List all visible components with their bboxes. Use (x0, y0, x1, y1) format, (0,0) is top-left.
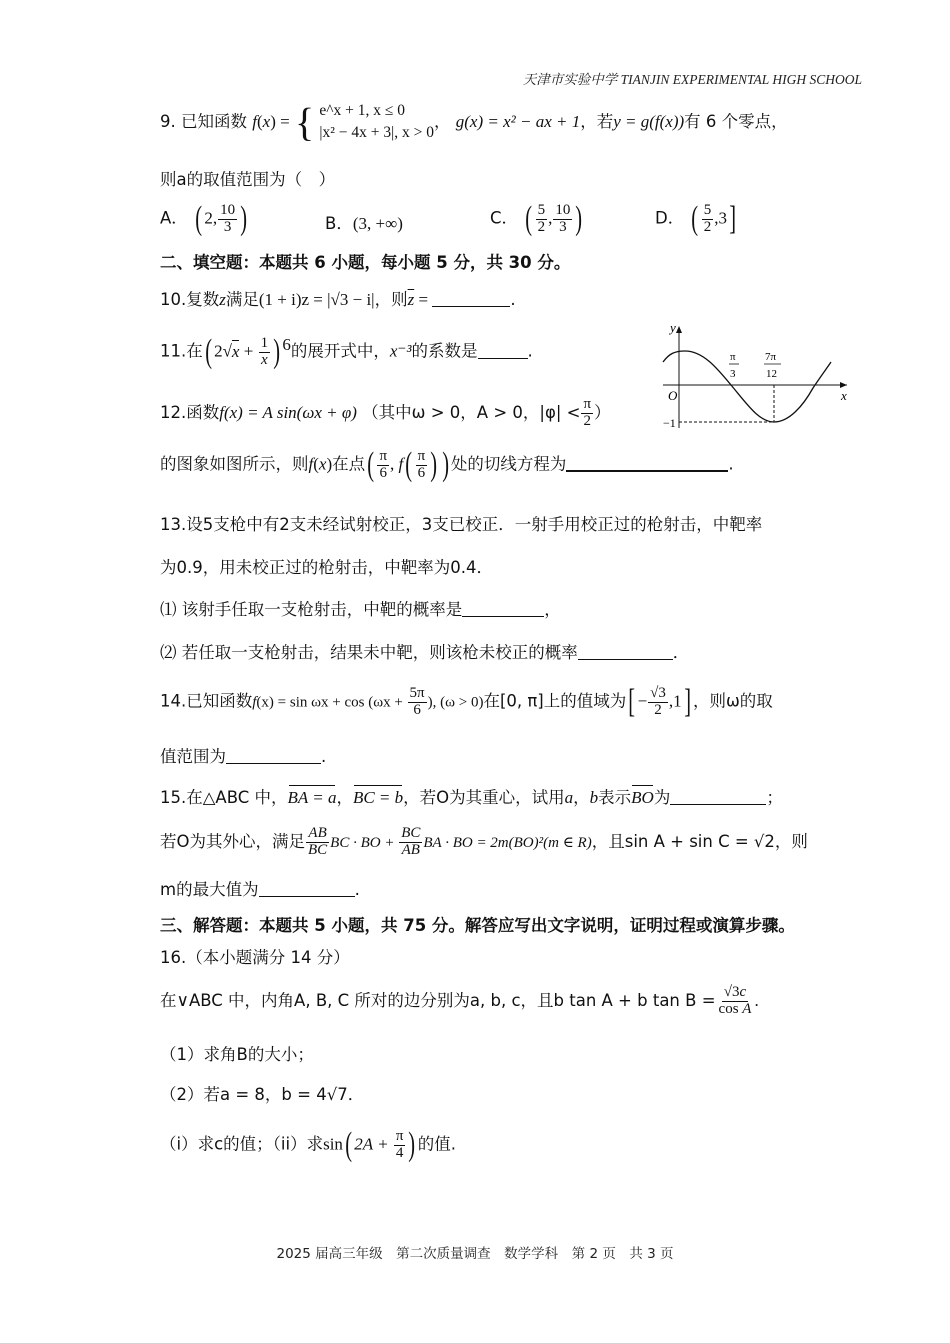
sine-curve (663, 351, 831, 422)
q13-sub1: ⑴ 该射手任取一支枪射击，中靶的概率是 ， (160, 600, 561, 619)
q10: 10.复数z满足(1 + i)z = |√3 − i|，则$\overline{z}$ = . (160, 290, 516, 309)
q9-option-c: C． ( $\frac{5}{2}$ , $\frac{10}{3}$ ) (490, 200, 583, 237)
q15-answer-blank-1[interactable] (670, 790, 766, 805)
section-3-heading: 三、解答题：本题共 5 小题，共 75 分。解答应写出文字说明，证明过程或演算步骤。 (160, 916, 795, 935)
ymin-label: −1 (663, 416, 676, 430)
page-header: 天津市实验中学 TIANJIN EXPERIMENTAL HIGH SCHOOL (522, 72, 862, 87)
q15-line2: 若O为其外心，满足 $\frac{AB}{BC}$ BC · BO + $\frac{BC}{AB}$ BA · BO = 2m(BO)²(m ∈ R)，且sin A + sin C = √2，则 (160, 825, 808, 858)
q9-piecewise: e^x + 1, x ≤ 0 |x² − 4x + 3|, x > 0 (319, 102, 434, 142)
q11-answer-blank[interactable] (478, 344, 528, 359)
q13-sub2: ⑵ 若任取一支枪射击，结果未中靶，则该枪未校正的概率 ． (160, 643, 690, 662)
y-axis-arrow (676, 326, 682, 333)
q14-answer-blank[interactable] (226, 749, 321, 764)
q15-answer-blank-2[interactable] (259, 882, 355, 897)
q12-line2: 的图象如图所示，则f(x)在点( $\frac{\pi}{6}$ , f( $\frac{\pi}{6}$ ) ) 处的切线方程为 . (160, 446, 734, 483)
q14-line1: 14.已知函数f(x) = sin ωx + cos (ωx + $\frac{5\pi}{6}$ ), (ω > 0)在[0, π]上的值域为[ − $\frac{√3}{2}$ ,1] ，则ω的取 (160, 683, 773, 720)
q9-line2: 则a的取值范围为（ ） (160, 170, 336, 189)
q16-sub2: （2）若a = 8，b = 4√7． (160, 1085, 365, 1104)
q13-line2: 为0.9，用未校正过的枪射击，中靶率为0.4． (160, 558, 493, 577)
q16-sub1: （1）求角B的大小； (160, 1045, 314, 1064)
tick1-num: π (730, 351, 736, 363)
q9-line1: 9. 已知函数 f(x) = { e^x + 1, x ≤ 0 |x² − 4x + 3|, x > 0 ， g(x) = x² − ax + 1，若y = g(f(x))有 6 个零点， (160, 99, 788, 145)
q16-stem: 在∨ABC 中，内角A, B, C 所对的边分别为a, b, c，且b tan A + b tan B = $\frac{√3c}{\text{cos A}}$ . (160, 984, 759, 1017)
origin-label: O (668, 388, 678, 403)
sine-graph (655, 320, 855, 432)
tick2-den: 12 (766, 368, 777, 380)
tick1-den: 3 (730, 368, 736, 380)
tick2-num: 7π (765, 351, 777, 363)
q13-line1: 13.设5支枪中有2支未经试射校正，3支已校正．一射手用校正过的枪射击，中靶率 (160, 515, 763, 534)
x-label: x (841, 388, 847, 403)
q9-option-b: B．(3, +∞) (325, 214, 403, 233)
q16-sub3: （i）求c的值；（ii）求sin( 2A + $\frac{\pi}{4}$ ) 的值. (160, 1126, 456, 1163)
q11: 11.在( 2√x + $\frac{1}{x}$ ) $^6$的展开式中，x⁻³的系数是 . (160, 333, 533, 370)
q9-option-d: D． ( $\frac{5}{2}$ ,3] (655, 200, 737, 237)
q13-sub2-blank[interactable] (578, 645, 673, 660)
q12-answer-blank[interactable] (566, 456, 728, 472)
y-label: y (670, 320, 676, 335)
section-2-heading: 二、填空题：本题共 6 小题，每小题 5 分，共 30 分。 (160, 253, 571, 272)
q15-line1: 15.在△ABC 中，BA = a，BC = b，若O为其重心，试用a，b表示BO为 ； (160, 788, 783, 807)
q16-title: 16.（本小题满分 14 分） (160, 948, 350, 967)
q9-option-a: A． ( 2, $\frac{10}{3}$ ) (160, 200, 248, 237)
q14-line2: 值范围为 . (160, 747, 327, 766)
q15-line3: m的最大值为 . (160, 880, 360, 899)
q12-line1: 12.函数f(x) = A sin(ωx + φ) （其中ω > 0，A > 0，|φ| < $\frac{\pi}{2}$ ） (160, 396, 611, 429)
q13-sub1-blank[interactable] (462, 602, 544, 617)
page-footer: 2025 届高三年级 第二次质量调查 数学学科 第 2 页 共 3 页 (276, 1246, 674, 1262)
q10-answer-blank[interactable] (432, 292, 510, 307)
